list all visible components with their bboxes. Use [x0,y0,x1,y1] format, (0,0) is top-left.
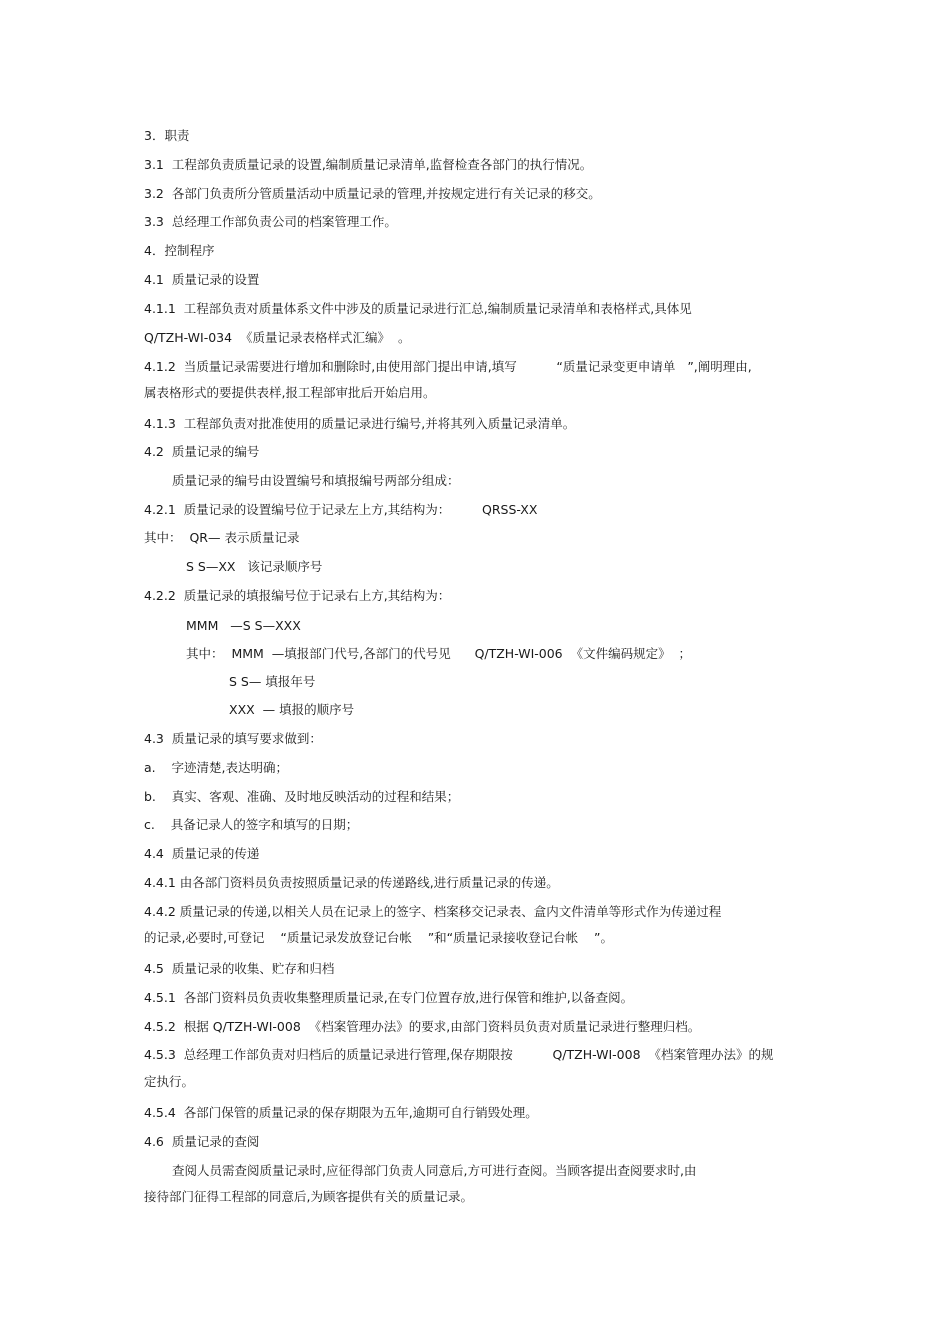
paragraph-3-3: 3.3 总经理工作部负责公司的档案管理工作。 [144,214,397,229]
paragraph-4-2-2-xxx: XXX — 填报的顺序号 [229,702,355,717]
paragraph-3-2: 3.2 各部门负责所分管质量活动中质量记录的管理,并按规定进行有关记录的移交。 [144,186,601,201]
heading-4-6: 4.6 质量记录的查阅 [144,1134,260,1149]
paragraph-4-1-2: 4.1.2 当质量记录需要进行增加和删除时,由使用部门提出申请,填写 “质量记录变更申请单 ”,阐明理由, [144,359,752,374]
paragraph-4-5-4: 4.5.4 各部门保管的质量记录的保存期限为五年,逾期可自行销毁处理。 [144,1105,538,1120]
paragraph-4-5-2: 4.5.2 根据 Q/TZH-WI-008 《档案管理办法》的要求,由部门资料员负责对质量记录进行整理归档。 [144,1019,701,1034]
paragraph-4-5-3-cont: 定执行。 [144,1074,195,1089]
paragraph-4-1-1: 4.1.1 工程部负责对质量体系文件中涉及的质量记录进行汇总,编制质量记录清单和表格样式,具体见 [144,301,692,316]
heading-3-responsibilities: 3．职责 [144,128,190,143]
paragraph-4-1-3: 4.1.3 工程部负责对批准使用的质量记录进行编号,并将其列入质量记录清单。 [144,416,576,431]
heading-4-control-procedure: 4．控制程序 [144,243,215,258]
paragraph-4-1-2-cont: 属表格形式的要提供表样,报工程部审批后开始启用。 [144,385,436,400]
paragraph-4-5-1: 4.5.1 各部门资料员负责收集整理质量记录,在专门位置存放,进行保管和维护,以备查阅。 [144,990,634,1005]
heading-4-4: 4.4 质量记录的传递 [144,846,260,861]
paragraph-4-2-2: 4.2.2 质量记录的填报编号位于记录右上方,其结构为： [144,588,451,603]
paragraph-4-6-cont: 接待部门征得工程部的同意后,为顾客提供有关的质量记录。 [144,1189,473,1204]
heading-4-1: 4.1 质量记录的设置 [144,272,260,287]
paragraph-4-4-1: 4.4.1 由各部门资料员负责按照质量记录的传递路线,进行质量记录的传递。 [144,875,559,890]
heading-4-2: 4.2 质量记录的编号 [144,444,260,459]
paragraph-4-5-3: 4.5.3 总经理工作部负责对归档后的质量记录进行管理,保存期限按 Q/TZH-WI-008 《档案管理办法》的规 [144,1047,774,1062]
paragraph-4-4-2: 4.4.2 质量记录的传递,以相关人员在记录上的签字、档案移交记录表、盒内文件清单等形式作为传递过程 [144,904,722,919]
paragraph-4-2-1: 4.2.1 质量记录的设置编号位于记录左上方,其结构为： QRSS-XX [144,502,538,517]
paragraph-3-1: 3.1 工程部负责质量记录的设置,编制质量记录清单,监督检查各部门的执行情况。 [144,157,593,172]
paragraph-4-6: 查阅人员需查阅质量记录时,应征得部门负责人同意后,方可进行查阅。当顾客提出查阅要求时,由 [172,1163,697,1178]
list-item-b: b. 真实、客观、准确、及时地反映活动的过程和结果； [144,789,460,804]
paragraph-4-2-intro: 质量记录的编号由设置编号和填报编号两部分组成： [172,473,460,488]
list-item-a: a. 字迹清楚,表达明确； [144,760,289,775]
paragraph-4-2-2-where: 其中： MMM —填报部门代号,各部门的代号见 Q/TZH-WI-006 《文件编码规定》 ； [186,646,692,661]
heading-4-5: 4.5 质量记录的收集、贮存和归档 [144,961,335,976]
paragraph-4-2-1-ss: S S—XX 该记录顺序号 [186,559,323,574]
paragraph-4-2-2-structure: MMM —S S—XXX [186,618,301,633]
paragraph-4-2-2-ss: S S— 填报年号 [229,674,316,689]
paragraph-4-2-1-where: 其中： QR— 表示质量记录 [144,530,300,545]
list-item-c: c. 具备记录人的签字和填写的日期； [144,817,359,832]
heading-4-3: 4.3 质量记录的填写要求做到： [144,731,322,746]
paragraph-4-1-1-cont: Q/TZH-WI-034 《质量记录表格样式汇编》 。 [144,330,411,345]
paragraph-4-4-2-cont: 的记录,必要时,可登记 “质量记录发放登记台帐 ”和“质量记录接收登记台帐 ”。 [144,930,614,945]
